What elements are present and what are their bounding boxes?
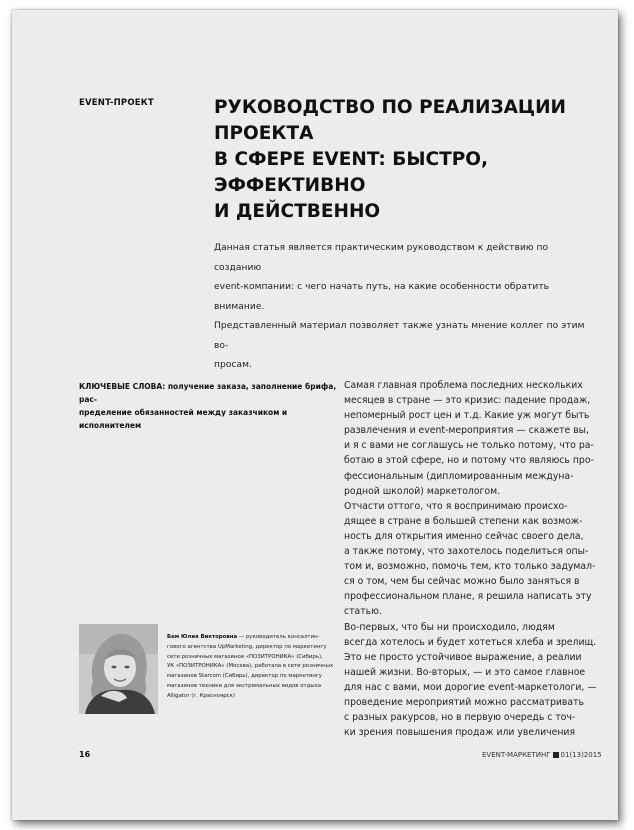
article-title: РУКОВОДСТВО ПО РЕАЛИЗАЦИИ ПРОЕКТА В СФЕРЕ EVENT: БЫСТРО, ЭФФЕКТИВНО И ДЕЙСТВЕННО	[214, 97, 567, 222]
author-portrait-image	[79, 624, 158, 714]
square-separator-icon	[553, 752, 559, 758]
keywords-text: получение заказа, заполнение брифа, рас- пределение обязанностей между заказчиком и исполнителем	[79, 382, 337, 430]
body-paragraph: Самая главная проблема последних нескольких месяцев в стране — это кризис: падение продаж, непомерный рост цен и т.д. Какие уж могут быть развлечения и event-мероприятия — скажете вы, и я с вами не соглашусь не только потому, что ра- ботаю в этой сфере, но и потому что являюсь про- фессиональным (дипломированным междуна- родной школой) маркетологом.	[344, 380, 594, 497]
magazine-name: EVENT-МАРКЕТИНГ	[482, 751, 551, 759]
page-number: 16	[79, 750, 91, 759]
footer-magazine-info	[482, 751, 602, 759]
article-body	[344, 378, 599, 740]
magazine-page	[12, 10, 618, 820]
keywords-label: КЛЮЧЕВЫЕ СЛОВА:	[79, 382, 166, 391]
article-lead: Данная статья является практическим руководством к действию по созданию event-компании: с чего начать путь, на какие особенности обратить внимание. Представленный материал позволяет также узнать мнение коллег по этим во- просам.	[214, 243, 585, 370]
rubric-label: EVENT-ПРОЕКТ	[79, 98, 154, 108]
body-paragraph: Отчасти оттого, что я воспринимаю происхо- дящее в стране в большей степени как возмож- ность для открытия именно сейчас своего дела, а также потому, что захотелось поделиться опы- том и, возможно, помочь тем, кто только задумал- ся о том, чем бы сейчас можно было заняться в профессиональном плане, я решила написать эту статью.	[344, 500, 596, 618]
author-bio	[167, 633, 339, 702]
body-paragraph: Во-первых, что бы ни происходило, людям всегда хотелось и будет хотеться хлеба и зрелищ. Это не просто устойчивое выражение, а реалии нашей жизни. Во-вторых, — и это самое главное для нас с вами, мои дорогие event-маркетологи, — проведение мероприятий можно рассматривать с разных ракурсов, но в первую очередь с точ- ки зрения повышения продаж или увеличения	[344, 621, 597, 739]
issue-number: 01(13)2015	[560, 751, 602, 759]
author-photo	[79, 624, 158, 714]
author-bio-text: — руководитель консалтин- гового агентства UpMarketing, директор по маркетингу сети розничных магазинов «ПОЗИТРОНИКА» (Сибирь), УК «ПОЗИТРОНИКА» (Москва), работала в сети розничных магазинов Starcom (Сибирь), директор по маркетингу магазинов техники для экстремальных видов отдыха Alligator (г. Красноярск)	[167, 634, 334, 699]
keywords-block	[79, 380, 339, 432]
author-name: Бем Юлия Викторовна	[167, 634, 238, 640]
